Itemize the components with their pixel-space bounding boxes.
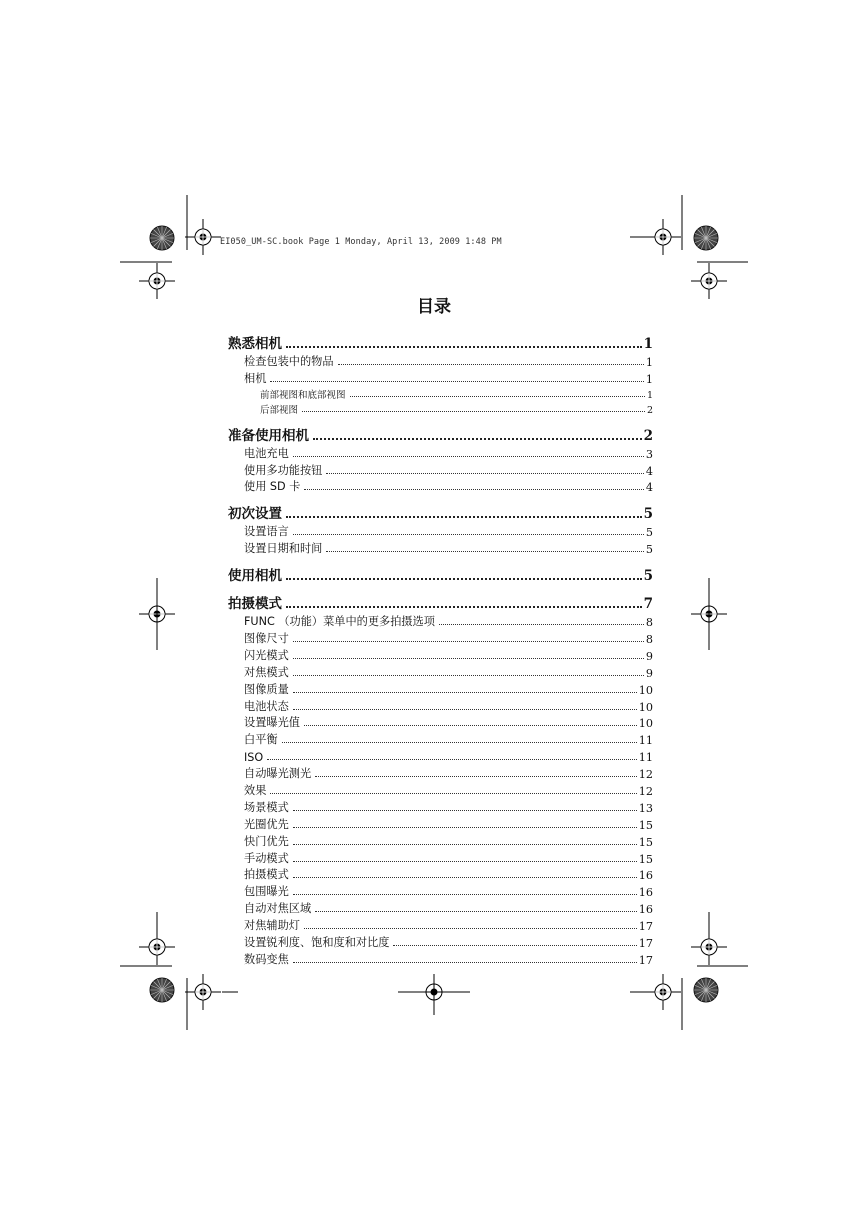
toc-dot-leader <box>286 516 642 518</box>
toc-chapter-entry[interactable] <box>228 590 653 612</box>
toc-page-number: 9 <box>645 666 653 680</box>
toc-page-number: 5 <box>645 526 653 540</box>
toc-section-entry[interactable] <box>228 866 653 883</box>
toc-entry-label: 自动曝光测光 <box>244 767 312 781</box>
toc-page-number: 2 <box>643 427 653 444</box>
toc-dot-leader <box>313 438 642 440</box>
toc-entry-label: 拍摄模式 <box>228 596 282 613</box>
toc-dot-leader <box>315 911 637 912</box>
toc-section-entry[interactable] <box>228 950 653 967</box>
toc-page-number: 11 <box>638 734 653 748</box>
toc-entry-label: 熟悉相机 <box>228 336 282 352</box>
toc-dot-leader <box>293 861 637 862</box>
toc-entry-label: 前部视图和底部视图 <box>260 389 346 401</box>
toc-page-number: 10 <box>638 717 653 731</box>
toc-entry-label: 后部视图 <box>260 404 299 416</box>
toc-entry-label: 拍摄模式 <box>244 868 289 882</box>
toc-dot-leader <box>286 578 642 580</box>
toc-section-entry[interactable] <box>228 680 653 697</box>
toc-entry-label: 电池充电 <box>244 446 289 460</box>
toc-dot-leader <box>282 742 637 743</box>
toc-page-number: 2 <box>646 404 653 416</box>
toc-section-entry[interactable] <box>228 815 653 832</box>
toc-page-number: 16 <box>638 886 653 900</box>
toc-section-entry[interactable] <box>228 539 653 556</box>
toc-entry-label: 包围曝光 <box>244 885 289 899</box>
toc-dot-leader <box>293 658 644 659</box>
toc-dot-leader <box>293 810 637 811</box>
toc-page-number: 15 <box>638 852 653 866</box>
toc-dot-leader <box>293 709 637 710</box>
toc-page-number: 1 <box>645 355 653 369</box>
toc-entry-label: 使用 SD 卡 <box>244 480 301 494</box>
toc-dot-leader <box>304 489 643 490</box>
toc-section-entry[interactable] <box>228 352 653 369</box>
toc-entry-label: 白平衡 <box>244 733 278 747</box>
toc-chapter-entry[interactable] <box>228 562 653 584</box>
toc-chapter-entry[interactable] <box>228 330 653 352</box>
toc-entry-label: 设置曝光值 <box>244 716 300 730</box>
toc-entry-label: 使用多功能按钮 <box>244 463 323 477</box>
toc-section-entry[interactable] <box>228 882 653 899</box>
toc-entry-label: 图像质量 <box>244 682 289 696</box>
toc-entry-label: 闪光模式 <box>244 648 289 662</box>
toc-subsection-entry[interactable] <box>228 401 653 416</box>
toc-page-number: 3 <box>645 447 653 461</box>
toc-page-number: 13 <box>638 801 653 815</box>
toc-section-entry[interactable] <box>228 646 653 663</box>
toc-entry-label: 场景模式 <box>244 800 289 814</box>
toc-entry-label: 对焦模式 <box>244 665 289 679</box>
toc-section-entry[interactable] <box>228 764 653 781</box>
toc-dot-leader <box>293 534 644 535</box>
toc-section-entry[interactable] <box>228 933 653 950</box>
toc-page-number: 12 <box>638 768 653 782</box>
toc-page-number: 7 <box>643 596 653 613</box>
toc-dot-leader <box>293 844 637 845</box>
toc-dot-leader <box>315 776 637 777</box>
toc-page-number: 16 <box>638 869 653 883</box>
toc-dot-leader <box>326 473 644 474</box>
toc-dot-leader <box>270 793 636 794</box>
toc-dot-leader <box>286 346 642 348</box>
toc-dot-leader <box>393 945 636 946</box>
toc-entry-label: 快门优先 <box>244 834 289 848</box>
toc-page-number: 10 <box>638 683 653 697</box>
toc-page-number: 4 <box>645 481 653 495</box>
toc-entry-label: 电池状态 <box>244 699 289 713</box>
toc-page-number: 1 <box>645 372 653 386</box>
toc-chapter-entry[interactable] <box>228 500 653 522</box>
toc-page-number: 17 <box>638 937 653 951</box>
toc-entry-label: 相机 <box>244 371 267 385</box>
toc-section-entry[interactable] <box>228 697 653 714</box>
toc-entry-label: 设置锐利度、饱和度和对比度 <box>244 936 390 950</box>
toc-entry-label: 使用相机 <box>228 568 282 585</box>
toc-page-number: 11 <box>638 751 653 765</box>
toc-section-entry[interactable] <box>228 461 653 478</box>
toc-dot-leader <box>286 606 642 608</box>
toc-entry-label: 数码变焦 <box>244 952 289 966</box>
toc-dot-leader <box>293 894 637 895</box>
toc-dot-leader <box>293 827 637 828</box>
toc-section-entry[interactable] <box>228 369 653 386</box>
toc-page-number: 17 <box>638 953 653 967</box>
toc-dot-leader <box>338 364 644 365</box>
toc-entry-label: FUNC （功能）菜单中的更多拍摄选项 <box>244 615 435 629</box>
toc-entry-label: ISO <box>244 751 264 765</box>
table-of-contents <box>228 330 653 967</box>
toc-section-entry[interactable] <box>228 747 653 764</box>
toc-section-entry[interactable] <box>228 629 653 646</box>
toc-page-number: 15 <box>638 818 653 832</box>
toc-entry-label: 初次设置 <box>228 506 282 523</box>
toc-section-entry[interactable] <box>228 849 653 866</box>
toc-entry-label: 自动对焦区域 <box>244 902 312 916</box>
toc-section-entry[interactable] <box>228 714 653 731</box>
toc-page-number: 8 <box>645 616 653 630</box>
toc-section-entry[interactable] <box>228 478 653 495</box>
toc-page-number: 5 <box>645 543 653 557</box>
toc-entry-label: 设置语言 <box>244 525 289 539</box>
toc-dot-leader <box>302 411 645 412</box>
toc-entry-label: 图像尺寸 <box>244 632 289 646</box>
toc-dot-leader <box>267 759 637 760</box>
toc-page-number: 10 <box>638 700 653 714</box>
toc-entry-label: 设置日期和时间 <box>244 542 323 556</box>
toc-dot-leader <box>270 381 643 382</box>
toc-entry-label: 光圈优先 <box>244 817 289 831</box>
toc-entry-label: 效果 <box>244 784 267 798</box>
toc-page-number: 4 <box>645 464 653 478</box>
toc-page-number: 9 <box>645 649 653 663</box>
toc-entry-label: 准备使用相机 <box>228 427 309 444</box>
toc-dot-leader <box>293 641 644 642</box>
toc-page-number: 8 <box>645 633 653 647</box>
toc-page-number: 16 <box>638 903 653 917</box>
toc-section-entry[interactable] <box>228 798 653 815</box>
toc-section-entry[interactable] <box>228 663 653 680</box>
book-file-header: EI050_UM-SC.book Page 1 Monday, April 13, 2009 1:48 PM <box>220 237 502 247</box>
toc-dot-leader <box>439 624 644 625</box>
toc-page-number: 1 <box>646 389 653 401</box>
toc-entry-label: 手动模式 <box>244 851 289 865</box>
toc-page-number: 1 <box>643 336 653 352</box>
toc-dot-leader <box>304 725 637 726</box>
toc-entry-label: 检查包装中的物品 <box>244 354 334 368</box>
toc-dot-leader <box>293 877 637 878</box>
toc-section-entry[interactable] <box>228 522 653 539</box>
toc-page-number: 17 <box>638 920 653 934</box>
toc-subsection-entry[interactable] <box>228 386 653 401</box>
toc-page-number: 12 <box>638 785 653 799</box>
toc-page-number: 5 <box>643 568 653 585</box>
toc-dot-leader <box>293 675 644 676</box>
page-title: 目录 <box>417 297 451 317</box>
toc-dot-leader <box>350 396 645 397</box>
toc-section-entry[interactable] <box>228 444 653 461</box>
toc-section-entry[interactable] <box>228 612 653 629</box>
toc-dot-leader <box>293 962 637 963</box>
toc-page-number: 15 <box>638 835 653 849</box>
toc-section-entry[interactable] <box>228 832 653 849</box>
toc-dot-leader <box>304 928 637 929</box>
toc-section-entry[interactable] <box>228 899 653 916</box>
toc-dot-leader <box>326 551 644 552</box>
toc-entry-label: 对焦辅助灯 <box>244 919 300 933</box>
toc-dot-leader <box>293 456 644 457</box>
toc-section-entry[interactable] <box>228 781 653 798</box>
toc-dot-leader <box>293 692 637 693</box>
toc-section-entry[interactable] <box>228 730 653 747</box>
toc-section-entry[interactable] <box>228 916 653 933</box>
toc-page-number: 5 <box>643 506 653 523</box>
toc-chapter-entry[interactable] <box>228 422 653 444</box>
